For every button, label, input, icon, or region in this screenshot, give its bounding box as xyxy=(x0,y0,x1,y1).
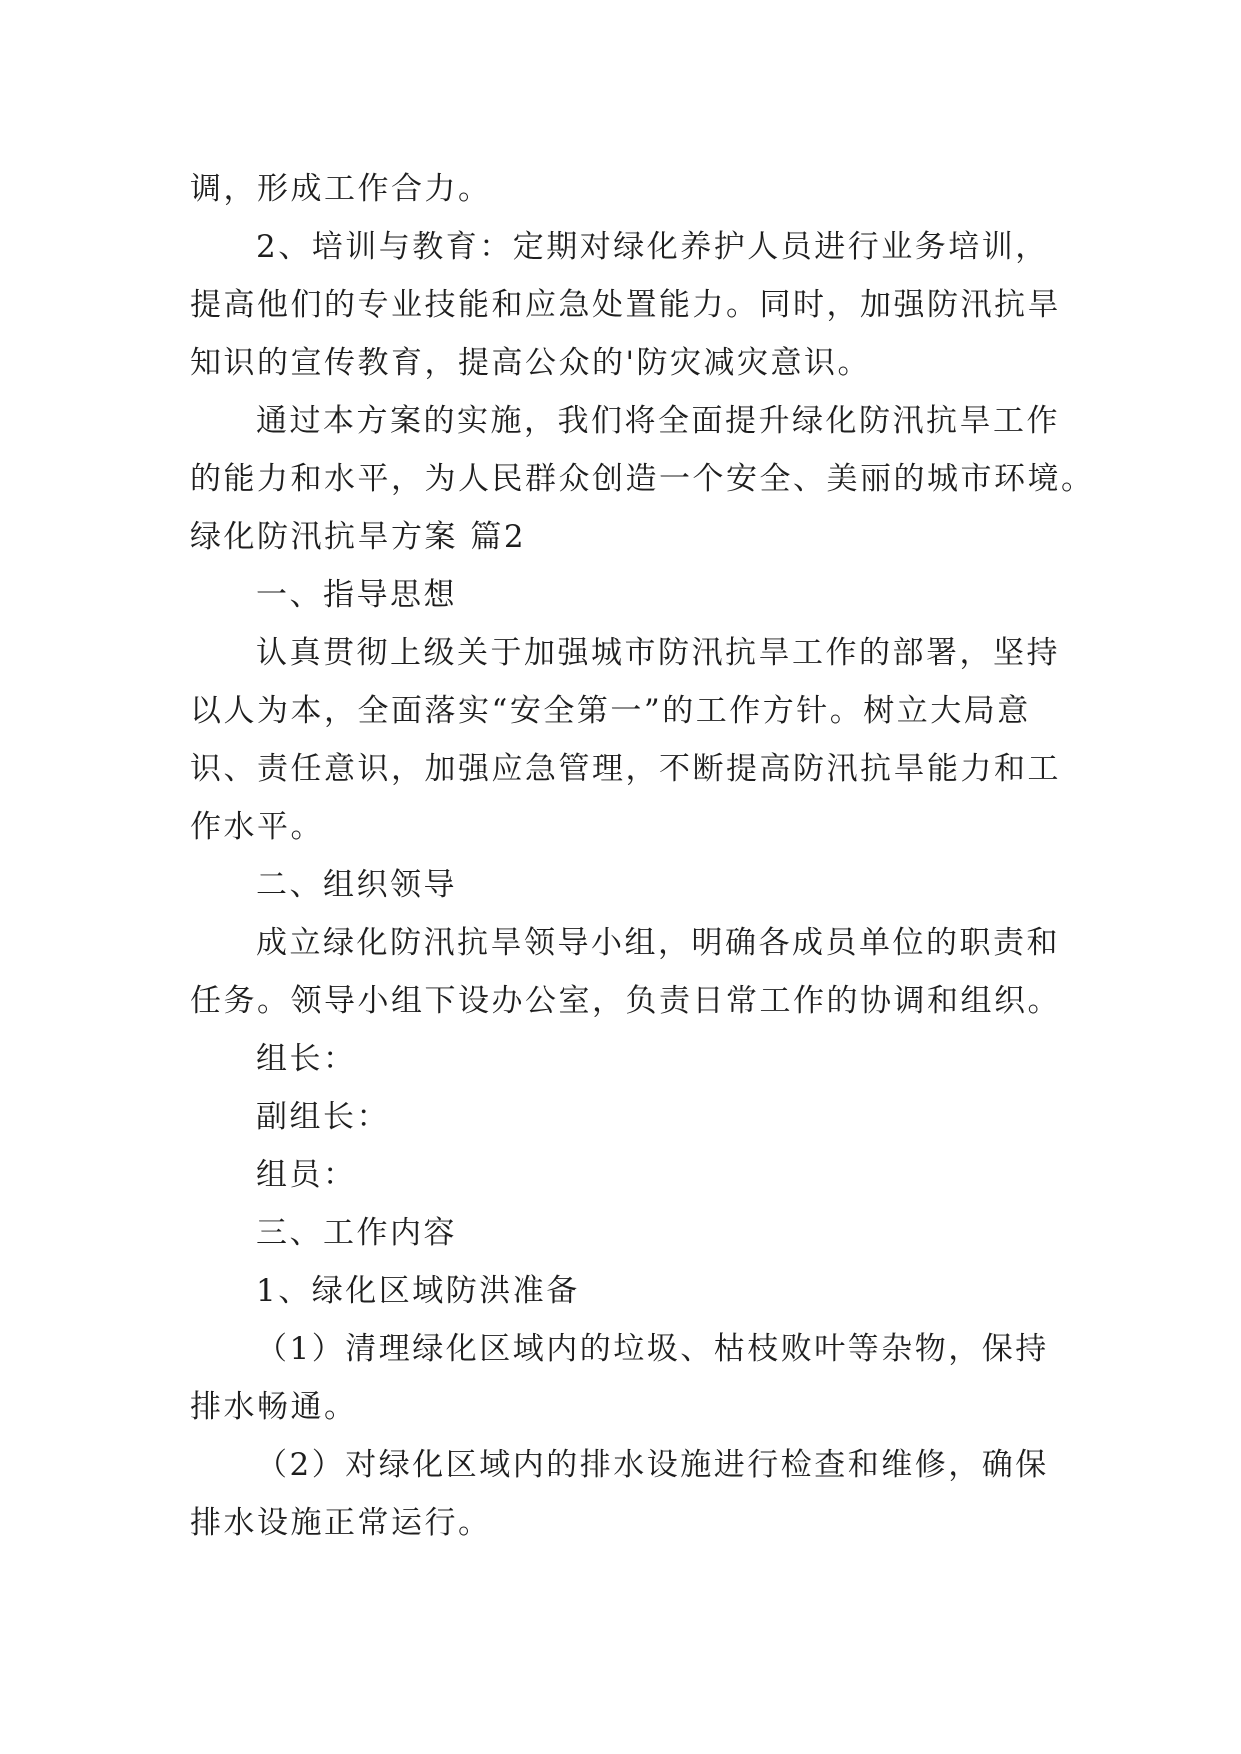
text-line: 排水畅通。 xyxy=(190,1389,358,1425)
document-body xyxy=(190,160,1095,1552)
text-line: 的能力和水平，为人民群众创造一个安全、美丽的城市环境。 xyxy=(190,461,1095,497)
text-line: 副组长： xyxy=(256,1099,390,1135)
text-line: （2）对绿化区域内的排水设施进行检查和维修，确保 xyxy=(256,1447,1049,1483)
text-line: 调，形成工作合力。 xyxy=(190,171,492,207)
text-line: （1）清理绿化区域内的垃圾、枯枝败叶等杂物，保持 xyxy=(256,1331,1049,1367)
text-line: 以人为本，全面落实“安全第一”的工作方针。树立大局意 xyxy=(190,693,1031,729)
text-line: 排水设施正常运行。 xyxy=(190,1505,492,1541)
text-line: 二、组织领导 xyxy=(256,867,457,903)
text-line: 成立绿化防汛抗旱领导小组，明确各成员单位的职责和 xyxy=(256,925,1060,961)
text-line: 认真贯彻上级关于加强城市防汛抗旱工作的部署，坚持 xyxy=(256,635,1060,671)
text-line: 绿化防汛抗旱方案 篇2 xyxy=(190,519,527,555)
text-line: 通过本方案的实施，我们将全面提升绿化防汛抗旱工作 xyxy=(256,403,1060,439)
text-line: 组长： xyxy=(256,1041,357,1077)
text-line: 作水平。 xyxy=(190,809,324,845)
text-line: 三、工作内容 xyxy=(256,1215,457,1251)
text-line: 识、责任意识，加强应急管理，不断提高防汛抗旱能力和工 xyxy=(190,751,1061,787)
text-line: 知识的宣传教育，提高公众的'防灾减灾意识。 xyxy=(190,345,872,381)
text-line: 任务。领导小组下设办公室，负责日常工作的协调和组织。 xyxy=(190,983,1061,1019)
text-line: 组员： xyxy=(256,1157,357,1193)
text-line: 一、指导思想 xyxy=(256,577,457,613)
text-line: 2、培训与教育：定期对绿化养护人员进行业务培训， xyxy=(256,229,1049,265)
text-line: 1、绿化区域防洪准备 xyxy=(256,1273,580,1309)
text-line: 提高他们的专业技能和应急处置能力。同时，加强防汛抗旱 xyxy=(190,287,1061,323)
